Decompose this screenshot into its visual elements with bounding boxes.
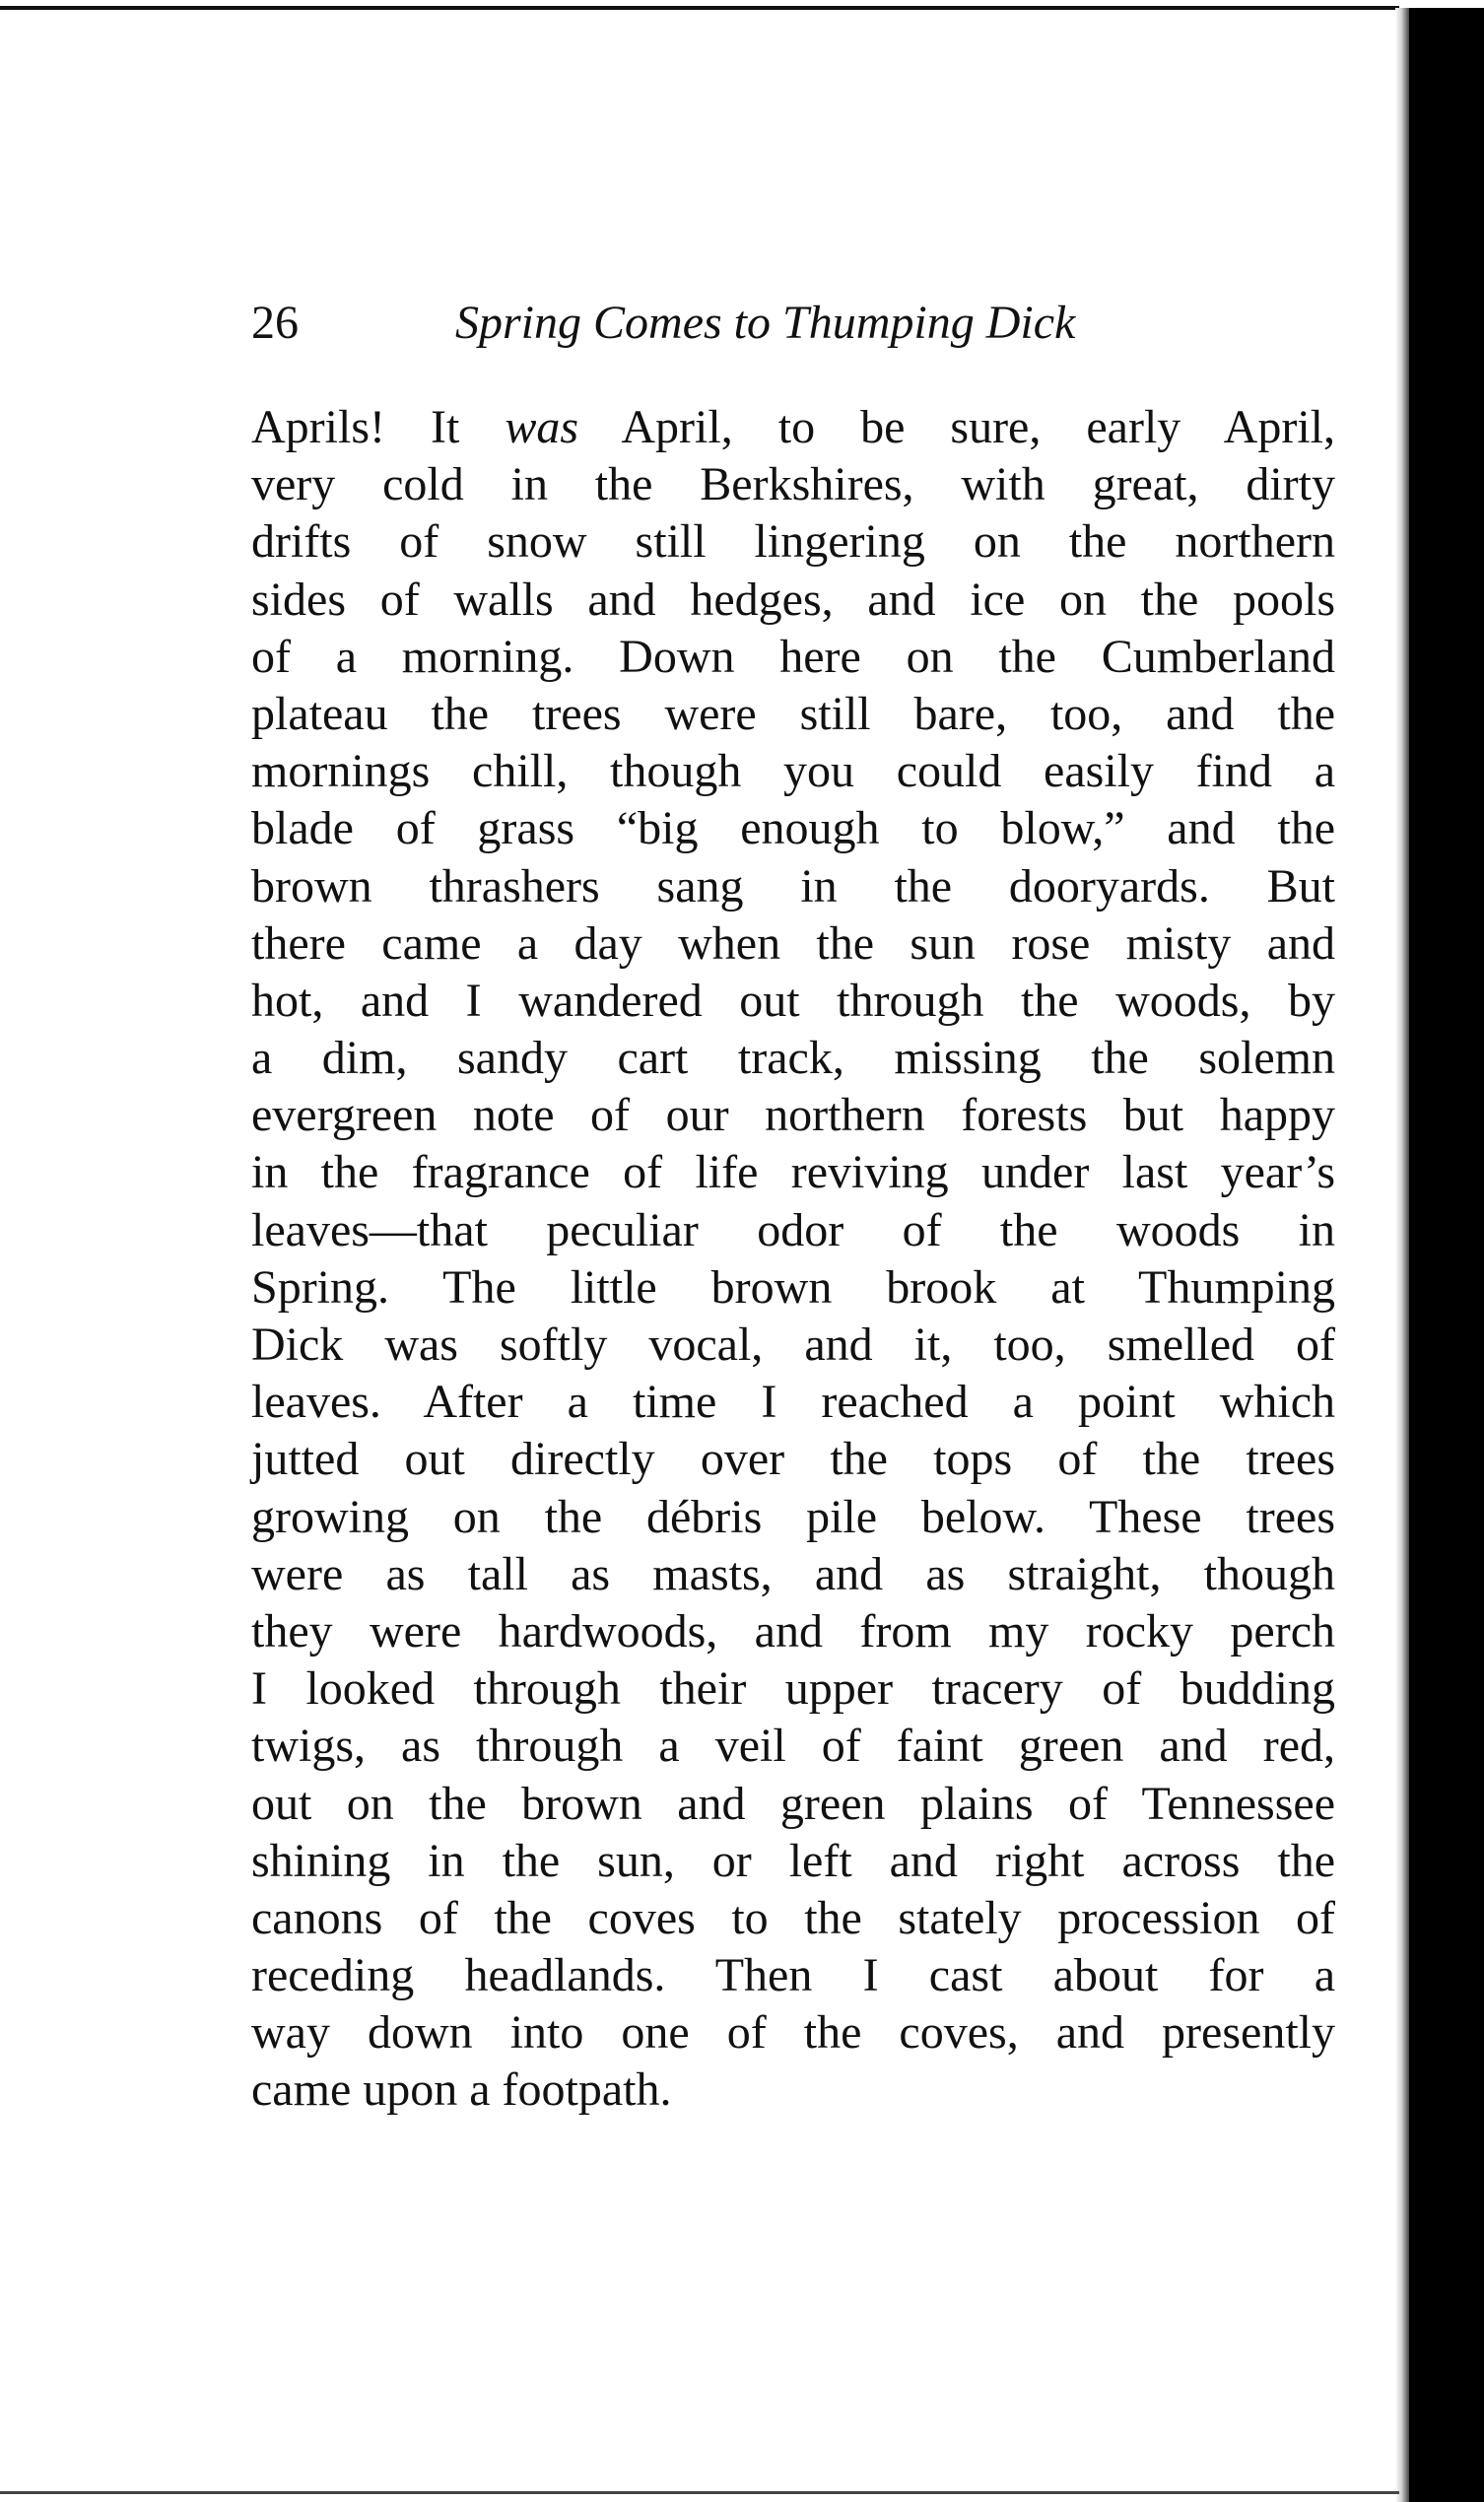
top-border-rule <box>0 6 1399 10</box>
text-line-12: a dim, sandy cart track, missing the solemn <box>251 1032 1335 1085</box>
text-line-19: jutted out directly over the tops of the trees <box>251 1433 1335 1486</box>
text-line-8: blade of grass “big enough to blow,” and the <box>251 802 1335 855</box>
body-text <box>251 399 1335 2120</box>
text-line-18: leaves. After a time I reached a point which <box>251 1376 1335 1429</box>
text-line-14: in the fragrance of life reviving under last year’s <box>251 1146 1335 1199</box>
bottom-border-rule <box>0 2491 1399 2494</box>
text-line-4: sides of walls and hedges, and ice on the pools <box>251 573 1335 626</box>
running-title: Spring Comes to Thumping Dick <box>455 297 1076 349</box>
text-line-6: plateau the trees were still bare, too, and the <box>251 687 1335 740</box>
text-line-24: twigs, as through a veil of faint green and red, <box>251 1720 1335 1773</box>
text-line-20: growing on the débris pile below. These trees <box>251 1490 1335 1543</box>
text-line-2: very cold in the Berkshires, with great, dirty <box>251 458 1335 511</box>
text-line-30: came upon a footpath. <box>251 2063 672 2117</box>
text-line-16: Spring. The little brown brook at Thumping <box>251 1260 1335 1314</box>
text-line-7: mornings chill, though you could easily find a <box>251 745 1335 798</box>
first-line-after: April, to be sure, early April, <box>578 401 1335 453</box>
text-line-26: shining in the sun, or left and right across the <box>251 1834 1335 1887</box>
text-line-28: receding headlands. Then I cast about for a <box>251 1949 1335 2002</box>
running-head <box>251 294 1335 363</box>
emphasis-was: was <box>505 401 579 453</box>
text-line-3: drifts of snow still lingering on the northern <box>251 515 1335 569</box>
text-line-5: of a morning. Down here on the Cumberland <box>251 630 1335 683</box>
text-line-21: were as tall as masts, and as straight, though <box>251 1547 1335 1600</box>
text-line-17: Dick was softly vocal, and it, too, smelled of <box>251 1319 1335 1371</box>
first-line-before: Aprils! It <box>251 401 506 453</box>
text-line-13: evergreen note of our northern forests but happy <box>251 1089 1335 1142</box>
text-line-15: leaves—that peculiar odor of the woods in <box>251 1203 1335 1256</box>
text-line-22: they were hardwoods, and from my rocky perch <box>251 1604 1335 1657</box>
text-line-11: hot, and I wandered out through the woods, by <box>251 974 1335 1027</box>
page-number: 26 <box>251 297 299 349</box>
text-line-10: there came a day when the sun rose misty and <box>251 916 1335 970</box>
book-spine <box>1409 8 1484 2502</box>
text-line-9: brown thrashers sang in the dooryards. But <box>251 859 1335 913</box>
text-line-27: canons of the coves to the stately procession of <box>251 1891 1335 1944</box>
text-line-29: way down into one of the coves, and presently <box>251 2006 1335 2060</box>
text-line-1 <box>251 399 1335 456</box>
text-line-25: out on the brown and green plains of Tennessee <box>251 1777 1335 1830</box>
text-line-23: I looked through their upper tracery of budding <box>251 1662 1335 1716</box>
